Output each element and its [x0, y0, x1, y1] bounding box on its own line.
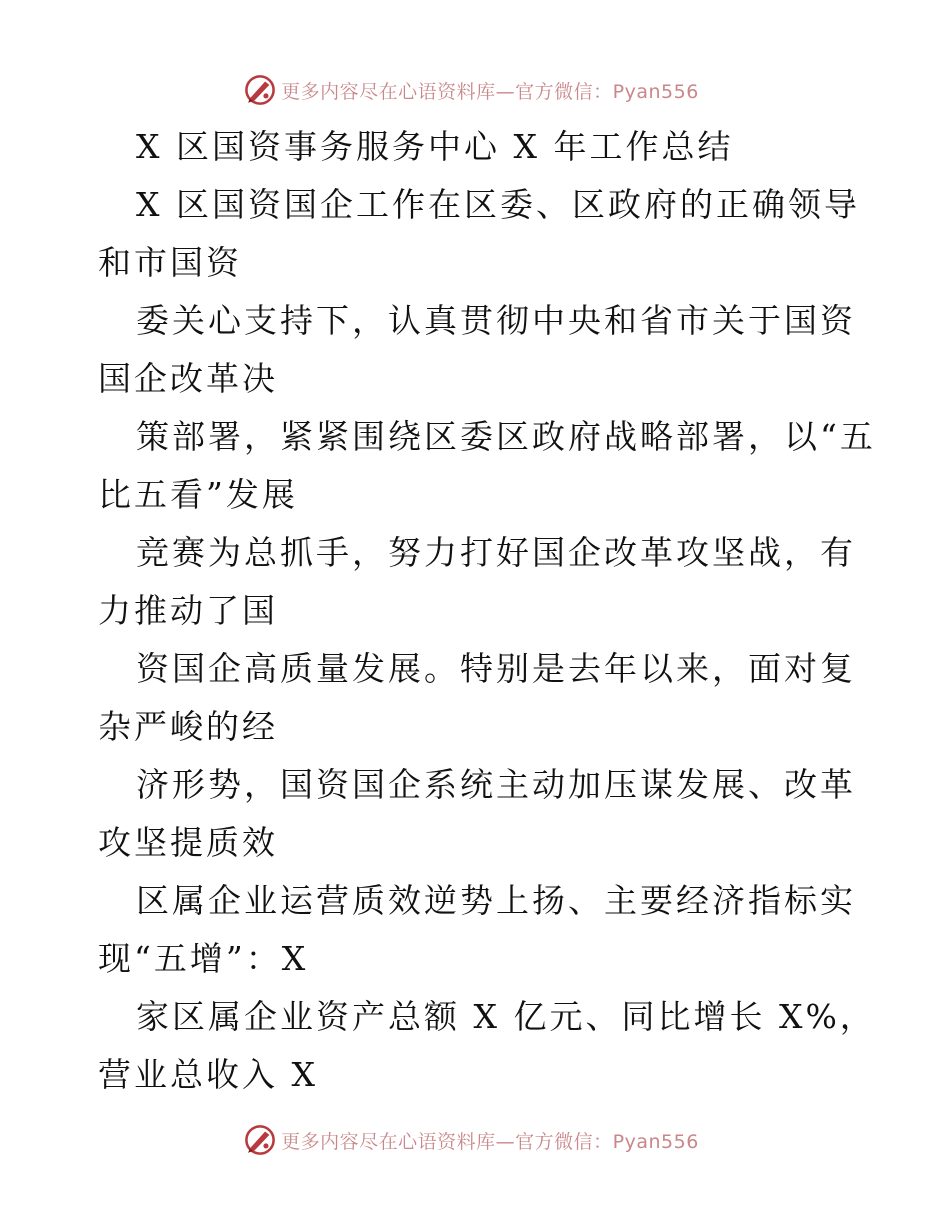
paragraph-line-8: 家区属企业资产总额 X 亿元、同比增长 X%，营业总收入 X [98, 997, 876, 1094]
footer-watermark-text: 更多内容尽在心语资料库—官方微信：Pyan556 [281, 1130, 699, 1153]
footer-watermark-banner [0, 1118, 950, 1162]
document-body [0, 118, 950, 1104]
pen-logo-icon [243, 73, 277, 107]
header-watermark-banner [0, 68, 950, 112]
paragraph-line-5: 资国企高质量发展。特别是去年以来，面对复杂严峻的经 [98, 649, 856, 746]
paragraph-line-3: 策部署，紧紧围绕区委区政府战略部署，以“五比五看”发展 [98, 417, 876, 514]
paragraph-line-1: X 区国资国企工作在区委、区政府的正确领导和市国资 [98, 185, 860, 282]
paragraph-line-2: 委关心支持下，认真贯彻中央和省市关于国资国企改革决 [98, 301, 856, 398]
header-watermark-text: 更多内容尽在心语资料库—官方微信：Pyan556 [281, 80, 699, 103]
paragraph-line-7: 区属企业运营质效逆势上扬、主要经济指标实现“五增”：X [98, 881, 856, 978]
document-title: X 区国资事务服务中心 X 年工作总结 [136, 127, 734, 166]
pen-logo-icon [243, 1123, 277, 1157]
paragraph-line-6: 济形势，国资国企系统主动加压谋发展、改革攻坚提质效 [98, 765, 856, 862]
paragraph-line-4: 竞赛为总抓手，努力打好国企改革攻坚战，有力推动了国 [98, 533, 856, 630]
